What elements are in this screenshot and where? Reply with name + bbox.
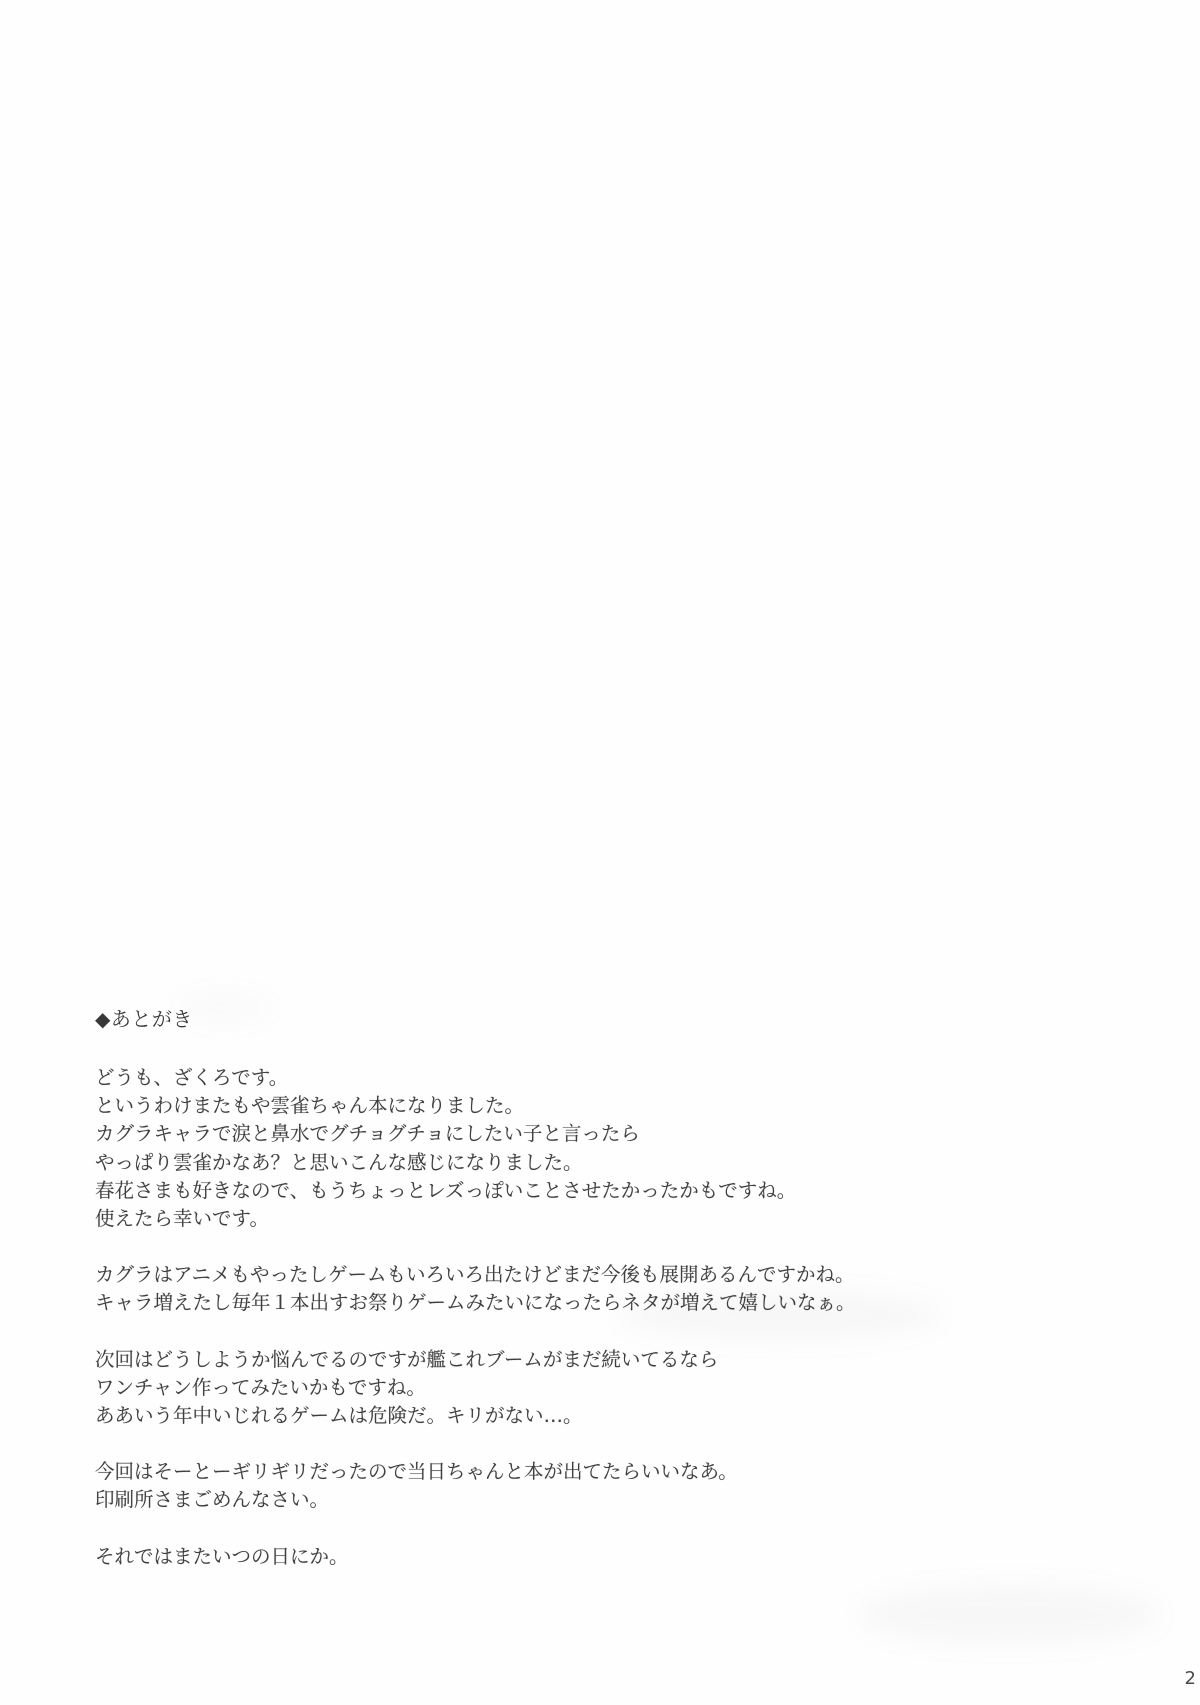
page-number: 2: [1184, 1668, 1196, 1689]
text-line: ワンチャン作ってみたいかもですね。: [95, 1376, 426, 1400]
text-line: 春花さまも好きなので、もうちょっとレズっぽいことさせたかったかもですね。: [95, 1178, 797, 1202]
afterword-paragraph-4: [95, 1458, 738, 1514]
afterword-paragraph-1: [95, 1064, 796, 1233]
text-line: カグラキャラで涙と鼻水でグチョグチョにしたい子と言ったら: [95, 1122, 640, 1146]
text-line: というわけまたもや雲雀ちゃん本になりました。: [95, 1094, 525, 1118]
afterword-paragraph-2: [95, 1261, 856, 1317]
text-line: ああいう年中いじれるゲームは危険だ。キリがない…。: [95, 1404, 583, 1428]
afterword-heading: ◆あとがき: [95, 1007, 193, 1031]
text-line: どうも、ざくろです。: [95, 1066, 289, 1089]
text-line: 印刷所さまごめんなさい。: [95, 1488, 330, 1512]
text-line: キャラ増えたし毎年１本出すお祭りゲームみたいになったらネタが増えて嬉しいなぁ。: [95, 1291, 856, 1315]
text-line: 今回はそーとーギリギリだったので当日ちゃんと本が出てたらいいなあ。: [95, 1460, 738, 1483]
afterword-paragraph-3: [95, 1346, 718, 1431]
text-line: 使えたら幸いです。: [95, 1207, 269, 1231]
text-line: 次回はどうしようか悩んでるのですが艦これブームがまだ続いてるなら: [95, 1348, 719, 1371]
scan-smudge: [860, 1585, 1160, 1645]
scan-smudge: [180, 995, 270, 1021]
afterword-paragraph-5: [95, 1543, 349, 1571]
text-line: それではまたいつの日にか。: [95, 1545, 349, 1568]
text-line: やっぱり雲雀かなあ？と思いこんな感じになりました。: [95, 1150, 583, 1174]
text-line: カグラはアニメもやったしゲームもいろいろ出たけどまだ今後も展開あるんですかね。: [95, 1263, 855, 1286]
